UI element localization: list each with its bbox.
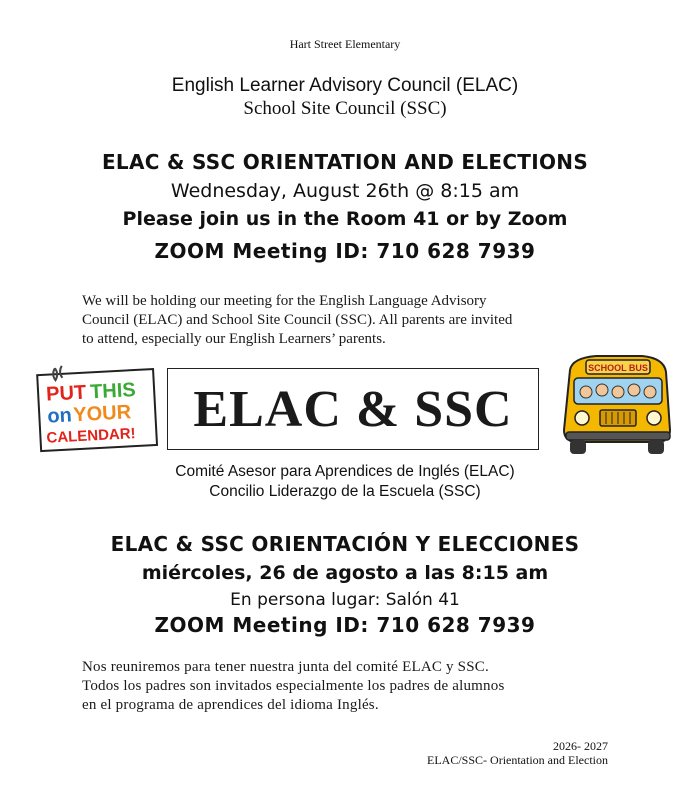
intro-paragraph-es: [82, 658, 622, 715]
footer-school-year: 2026- 2027: [553, 739, 608, 753]
event-title-es: ELAC & SSC ORIENTACIÓN Y ELECCIONES: [110, 532, 580, 556]
paragraph-line: to attend, especially our English Learners’ parents.: [82, 331, 386, 347]
banner-text: ELAC & SSC: [193, 380, 513, 438]
footer-document-title: ELAC/SSC- Orientation and Election: [427, 753, 608, 767]
svg-text:PUT: PUT: [45, 381, 87, 406]
council-elac-heading-es: Comité Asesor para Aprendices de Inglés (ELAC): [175, 463, 515, 480]
paragraph-line: Todos los padres son invitados especialmente los padres de alumnos: [82, 678, 505, 694]
svg-text:on: on: [46, 404, 73, 428]
school-name: Hart Street Elementary: [289, 37, 401, 51]
council-elac-heading: English Learner Advisory Council (ELAC): [171, 75, 519, 96]
paragraph-line: Nos reuniremos para tener nuestra junta del comité ELAC y SSC.: [82, 659, 489, 675]
event-date-en: Wednesday, August 26th @ 8:15 am: [170, 180, 520, 202]
event-location-es: En persona lugar: Salón 41: [230, 590, 460, 610]
council-ssc-heading: School Site Council (SSC): [243, 98, 447, 119]
paragraph-line: en el programa de aprendices del idioma Inglés.: [82, 697, 379, 713]
paragraph-line: Council (ELAC) and School Site Council (SSC). All parents are invited: [82, 312, 513, 328]
svg-text:CALENDAR!: CALENDAR!: [46, 425, 137, 447]
intro-paragraph-en: [82, 292, 622, 349]
elac-ssc-banner: [167, 368, 539, 450]
zoom-meeting-id-es: ZOOM Meeting ID: 710 628 7939: [154, 613, 536, 637]
school-bus-icon: [556, 350, 678, 458]
event-location-en: Please join us in the Room 41 or by Zoom: [122, 208, 568, 230]
svg-text:THIS: THIS: [89, 379, 137, 404]
svg-text:YOUR: YOUR: [72, 401, 132, 427]
event-title-en: ELAC & SSC ORIENTATION AND ELECTIONS: [101, 150, 589, 174]
svg-text:SCHOOL BUS: SCHOOL BUS: [588, 363, 648, 373]
zoom-meeting-id-en: ZOOM Meeting ID: 710 628 7939: [154, 239, 536, 263]
calendar-sticker-icon: [33, 360, 163, 456]
event-date-es: miércoles, 26 de agosto a las 8:15 am: [141, 562, 549, 584]
paragraph-line: We will be holding our meeting for the English Language Advisory: [82, 293, 487, 309]
council-ssc-heading-es: Concilio Liderazgo de la Escuela (SSC): [209, 483, 481, 500]
